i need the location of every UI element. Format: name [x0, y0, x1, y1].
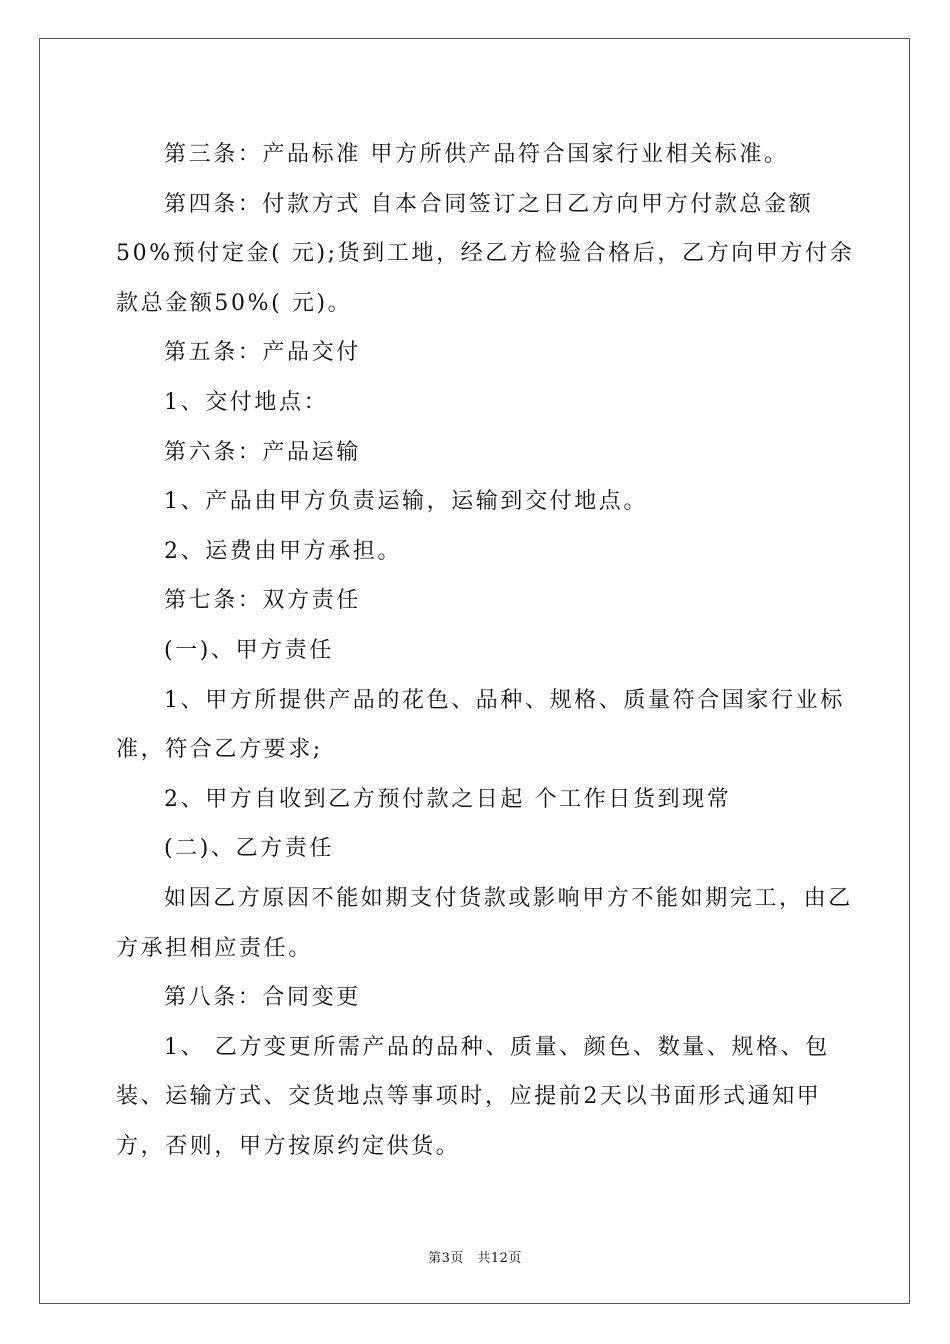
- paragraph-article-7: 第七条：双方责任: [164, 588, 361, 614]
- document-body: [116, 130, 856, 1171]
- paragraph-transport-2: 2、运费由甲方承担。: [164, 538, 402, 564]
- paragraph-article-3: 第三条：产品标准 甲方所供产品符合国家行业相关标准。: [164, 142, 789, 167]
- paragraph-delivery-location: 1、交付地点：: [164, 389, 329, 415]
- paragraph-article-6: 第六条：产品运输: [164, 439, 361, 465]
- paragraph-party-a-duty-2: 2、甲方自收到乙方预付款之日起 个工作日货到现常: [164, 786, 732, 812]
- paragraph-change-1: 1、 乙方变更所需产品的品种、质量、颜色、数量、规格、包装、运输方式、交货地点等事项时，应提前2天以书面形式通知甲方，否则，甲方按原约定供货。: [116, 1034, 830, 1159]
- paragraph-transport-1: 1、产品由甲方负责运输，运输到交付地点。: [164, 489, 648, 515]
- paragraph-party-a-duty-1: 1、甲方所提供产品的花色、品种、规格、质量符合国家行业标准，符合乙方要求;: [116, 687, 845, 763]
- paragraph-article-5: 第五条：产品交付: [164, 340, 361, 366]
- paragraph-party-b-duty: (二)、乙方责任: [164, 836, 334, 862]
- paragraph-party-b-duty-text: 如因乙方原因不能如期支付货款或影响甲方不能如期完工，由乙方承担相应责任。: [116, 885, 853, 961]
- paragraph-party-a-duty: (一)、甲方责任: [164, 637, 334, 663]
- paragraph-article-8: 第八条：合同变更: [164, 985, 361, 1011]
- page-number-footer: 第3页 共12页: [428, 1251, 522, 1266]
- paragraph-article-4: 第四条：付款方式 自本合同签订之日乙方向甲方付款总金额50%预付定金( 元);货到工地，经乙方检验合格后，乙方向甲方付余款总金额50%( 元)。: [116, 191, 855, 316]
